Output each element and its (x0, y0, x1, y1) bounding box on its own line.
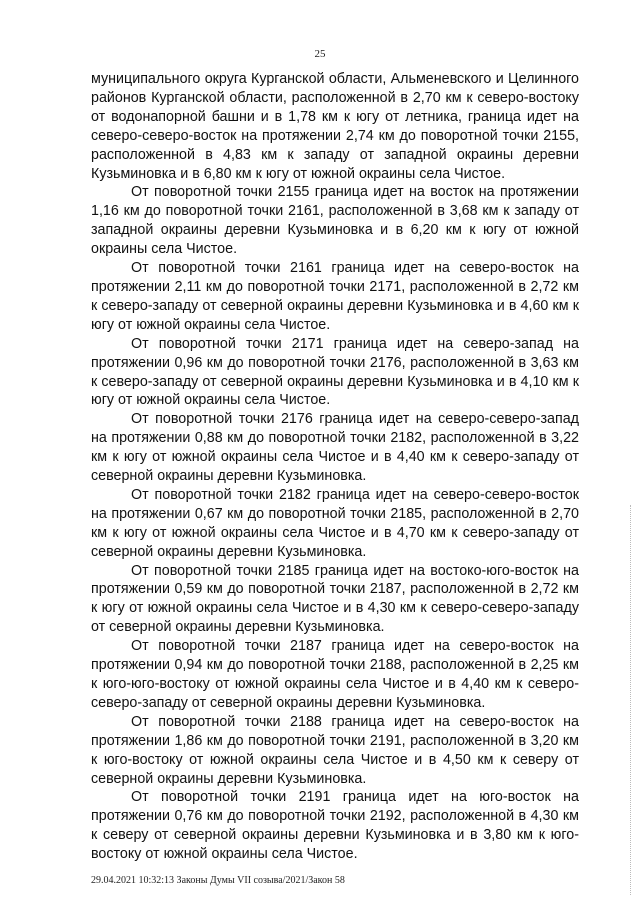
document-body (91, 70, 579, 864)
paragraph: От поворотной точки 2161 граница идет на северо-восток на протяжении 2,11 км до поворотной точки 2171, расположенной в 2,72 км к северо-западу от северной окраины деревни Кузьминовка и в 4,60 км к югу от южной окраины села Чистое. (91, 260, 579, 333)
paragraph: От поворотной точки 2185 граница идет на востоко-юго-восток на протяжении 0,59 км до поворотной точки 2187, расположенной в 2,72 км к югу от южной окраины села Чистое и в 4,30 км к северо-северо-западу от северной окраины деревни Кузьминовка. (91, 562, 579, 636)
page-number: 25 (314, 48, 326, 60)
document-footer: 29.04.2021 10:32:13 Законы Думы VII созыва/2021/Закон 58 (91, 875, 345, 886)
paragraph: муниципального округа Курганской области, Альменевского и Целинного районов Курганской области, расположенной в 2,70 км к северо-востоку от водонапорной башни и в 1,78 км к югу от летника, граница идет на северо-северо-восток на протяжении 2,74 км до поворотной точки 2155, расположенной в 4,83 км к западу от западной окраины деревни Кузьминовка и в 6,80 км к югу от южной окраины села Чистое. (91, 71, 579, 182)
paragraph: От поворотной точки 2182 граница идет на северо-северо-восток на протяжении 0,67 км до поворотной точки 2185, расположенной в 2,70 км к югу от южной окраины села Чистое и в 4,70 км к северо-западу от северной окраины деревни Кузьминовка. (91, 486, 579, 560)
paragraph: От поворотной точки 2155 граница идет на восток на протяжении 1,16 км до поворотной точки 2161, расположенной в 3,68 км к западу от западной окраины деревни Кузьминовка и в 6,20 км к югу от южной окраины села Чистое. (91, 184, 579, 258)
scan-edge-mark (630, 505, 637, 895)
paragraph: От поворотной точки 2188 граница идет на северо-восток на протяжении 1,86 км до поворотной точки 2191, расположенной в 3,20 км к юго-востоку от южной окраины села Чистое и в 4,50 км к северу от северной окраины деревни Кузьминовка. (91, 713, 579, 787)
paragraph: От поворотной точки 2191 граница идет на юго-восток на протяжении 0,76 км до поворотной точки 2192, расположенной в 4,30 км к северу от северной окраины деревни Кузьминовка и в 3,80 км к юго-востоку от южной окраины села Чистое. (91, 789, 579, 863)
paragraph: От поворотной точки 2171 граница идет на северо-запад на протяжении 0,96 км до поворотной точки 2176, расположенной в 3,63 км к северо-западу от северной окраины деревни Кузьминовка и в 4,10 км к югу от южной окраины села Чистое. (91, 335, 579, 409)
paragraph: От поворотной точки 2187 граница идет на северо-восток на протяжении 0,94 км до поворотной точки 2188, расположенной в 2,25 км к юго-юго-востоку от южной окраины села Чистое и в 4,40 км к северо-северо-западу от северной окраины деревни Кузьминовка. (91, 638, 579, 711)
paragraph: От поворотной точки 2176 граница идет на северо-северо-запад на протяжении 0,88 км до поворотной точки 2182, расположенной в 3,22 км к югу от южной окраины села Чистое и в 4,40 км к северо-западу от северной окраины деревни Кузьминовка. (91, 411, 579, 485)
